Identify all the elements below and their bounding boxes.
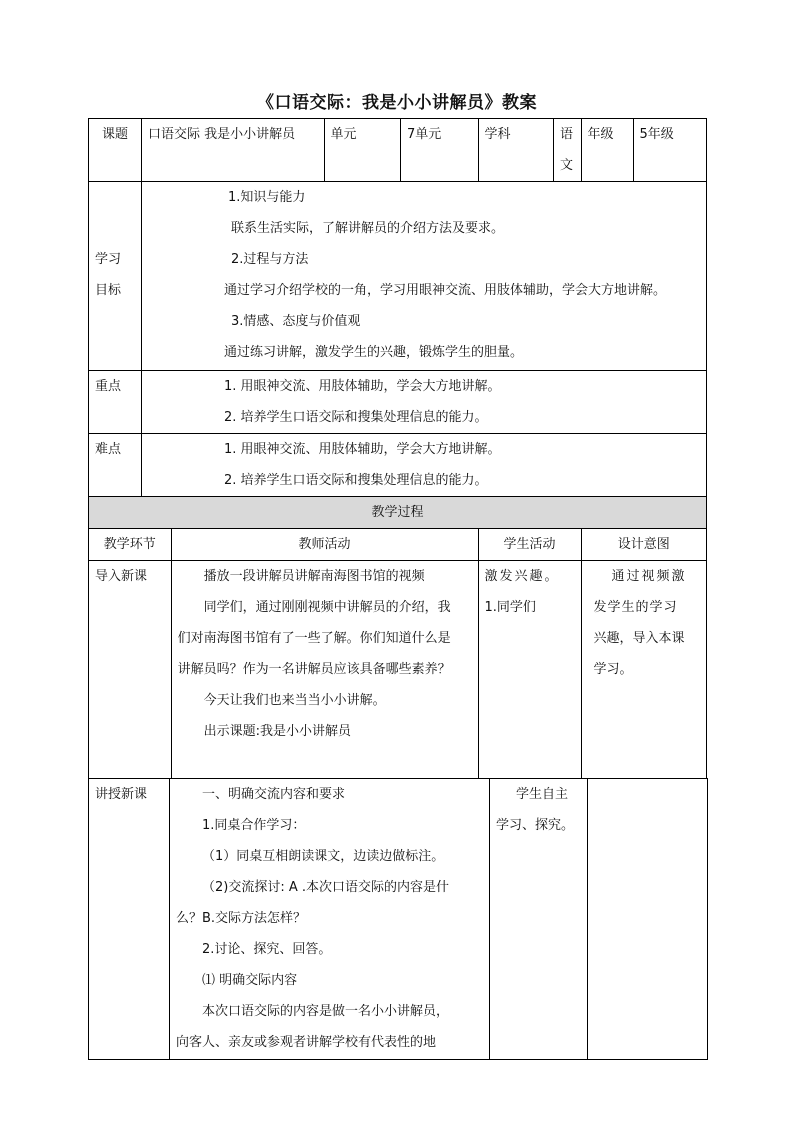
objectives-content (142, 182, 707, 371)
danyuan-label: 单元 (324, 119, 400, 182)
process-heading-row (89, 497, 707, 529)
nianji-label: 年级 (581, 119, 633, 182)
objectives-label-line: 目标 (95, 283, 122, 298)
intro-student-activity (478, 561, 581, 779)
intro-intent-line: 发学生的学习 (593, 600, 678, 615)
col-stage-header: 教学环节 (89, 529, 172, 561)
new-lesson-teacher-line: （1）同桌互相朗读课文，边读边做标注。 (202, 849, 445, 864)
objectives-line: 3.情感、态度与价值观 (231, 314, 361, 329)
nianji-value: 5年级 (633, 119, 707, 182)
objectives-label (89, 182, 142, 371)
difficulty-line: 1. 用眼神交流、用肢体辅助，学会大方地讲解。 (224, 442, 501, 457)
new-lesson-teacher-activity (170, 779, 490, 1060)
intro-teacher-line: 们对南海图书馆有了一些了解。你们知道什么是 (177, 631, 451, 646)
keti-label: 课题 (89, 119, 142, 182)
difficulty-line: 2. 培养学生口语交际和搜集处理信息的能力。 (224, 473, 488, 488)
xueke-label: 学科 (478, 119, 553, 182)
intro-teacher-line: 同学们，通过刚刚视频中讲解员的介绍，我 (203, 600, 451, 615)
new-lesson-teacher-line: 本次口语交际的内容是做一名小小讲解员， (202, 1004, 450, 1019)
new-lesson-student-line: 学习、探究。 (496, 818, 575, 833)
new-lesson-teacher-line: （2)交流探讨: A .本次口语交际的内容是什 (202, 880, 450, 895)
intro-row (89, 561, 707, 779)
key-points-content (142, 371, 707, 434)
intro-design-intent (581, 561, 707, 779)
new-lesson-teacher-line: 1.同桌合作学习： (202, 818, 306, 833)
intro-intent-line: 兴趣，导入本课 (593, 631, 685, 646)
new-lesson-teacher-line: ⑴ 明确交际内容 (202, 973, 298, 988)
difficulties-content (142, 434, 707, 497)
new-lesson-teacher-line: 么？B.交际方法怎样？ (176, 911, 307, 926)
intro-teacher-line: 今天让我们也来当当小小讲解。 (203, 693, 386, 708)
difficulties-label: 难点 (89, 434, 142, 497)
objectives-row (89, 182, 707, 371)
objectives-line: 联系生活实际，了解讲解员的介绍方法及要求。 (231, 221, 505, 236)
intro-teacher-line: 出示课题:我是小小讲解员 (203, 724, 351, 739)
key-point-line: 2. 培养学生口语交际和搜集处理信息的能力。 (224, 410, 488, 425)
new-lesson-teacher-line: 向客人、亲友或参观者讲解学校有代表性的地 (176, 1035, 437, 1050)
col-intent-header: 设计意图 (581, 529, 707, 561)
difficulties-row (89, 434, 707, 497)
col-teacher-header: 教师活动 (171, 529, 478, 561)
new-lesson-teacher-line: 一、明确交流内容和要求 (202, 787, 346, 802)
objectives-line: 通过学习介绍学校的一角，学习用眼神交流、用肢体辅助，学会大方地讲解。 (224, 283, 667, 298)
new-lesson-design-intent (588, 779, 708, 1060)
objectives-line: 2.过程与方法 (231, 252, 309, 267)
process-heading: 教学过程 (89, 497, 707, 529)
intro-teacher-activity (171, 561, 478, 779)
intro-student-line: 激发兴趣。 (484, 569, 560, 584)
lesson-plan-table-continued (88, 778, 708, 1060)
xueke-value: 语文 (553, 119, 581, 182)
key-points-label: 重点 (89, 371, 142, 434)
intro-stage: 导入新课 (89, 561, 172, 779)
objectives-line: 通过练习讲解，激发学生的兴趣，锻炼学生的胆量。 (224, 345, 524, 360)
new-lesson-row (89, 779, 708, 1060)
intro-intent-line: 学习。 (593, 662, 633, 677)
new-lesson-student-activity (490, 779, 588, 1060)
header-row (89, 119, 707, 182)
keti-value: 口语交际 我是小小讲解员 (142, 119, 325, 182)
lesson-plan-table (88, 118, 707, 779)
objectives-label-line: 学习 (95, 252, 122, 267)
intro-teacher-line: 讲解员吗？作为一名讲解员应该具备哪些素养？ (177, 662, 451, 677)
col-student-header: 学生活动 (478, 529, 581, 561)
intro-student-line: 1.同学们 (484, 600, 536, 615)
intro-intent-line: 通过视频激 (611, 569, 687, 584)
danyuan-value: 7单元 (401, 119, 478, 182)
page-title: 《口语交际：我是小小讲解员》教案 (257, 93, 537, 113)
new-lesson-stage: 讲授新课 (89, 779, 170, 1060)
new-lesson-teacher-line: 2.讨论、探究、回答。 (202, 942, 332, 957)
objectives-line: 1.知识与能力 (228, 190, 306, 205)
process-columns-row (89, 529, 707, 561)
key-points-row (89, 371, 707, 434)
key-point-line: 1. 用眼神交流、用肢体辅助，学会大方地讲解。 (224, 379, 501, 394)
new-lesson-student-line: 学生自主 (516, 787, 569, 802)
intro-teacher-line: 播放一段讲解员讲解南海图书馆的视频 (203, 569, 425, 584)
